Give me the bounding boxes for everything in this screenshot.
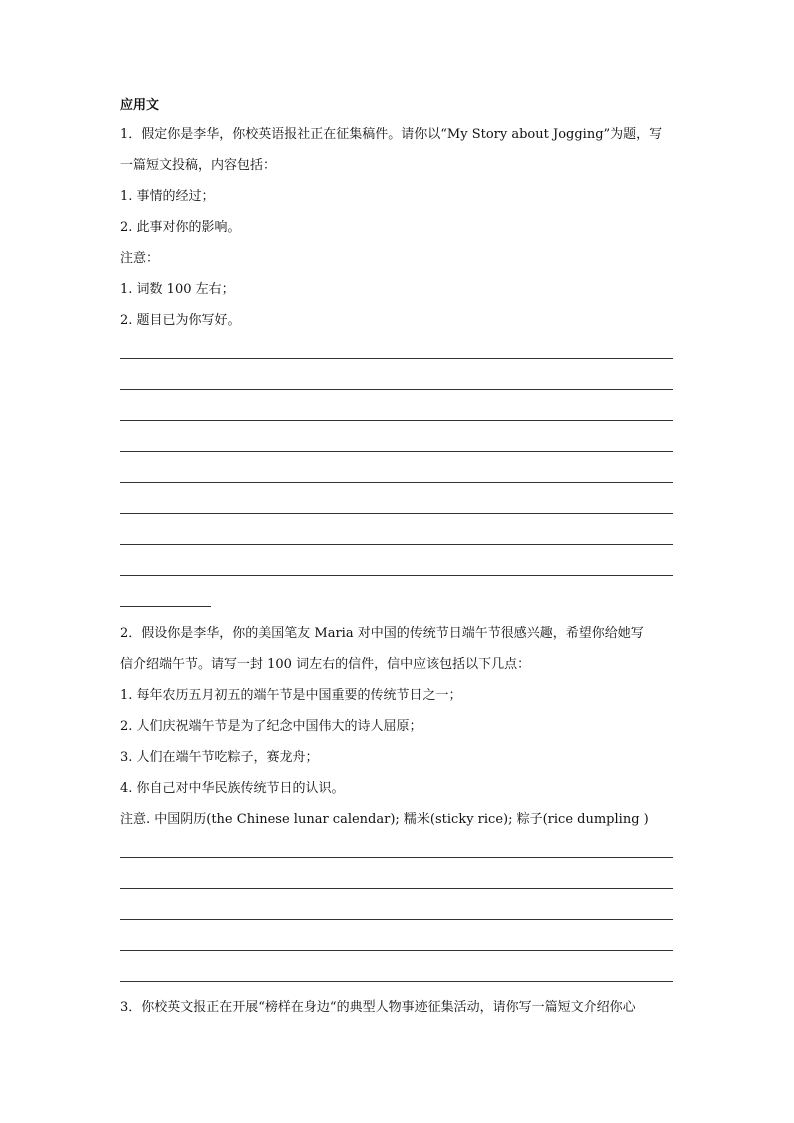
answer-line: [120, 513, 673, 514]
q1-note-1: 1. 词数 100 左右；: [120, 282, 235, 297]
answer-line: [120, 482, 673, 483]
q1-point-1: 1. 事情的经过；: [120, 189, 215, 204]
q2-prompt-line-1: 2．假设你是李华，你的美国笔友 Maria 对中国的传统节日端午节很感兴趣，希望你给她写: [120, 626, 644, 641]
answer-line: [120, 451, 673, 452]
q2-point-3: 3. 人们在端午节吃粽子，赛龙舟；: [120, 750, 319, 765]
answer-line: [120, 544, 673, 545]
answer-line: [120, 575, 673, 576]
answer-line: [120, 389, 673, 390]
separator-rule: [120, 606, 211, 607]
answer-line: [120, 919, 673, 920]
q1-note-2: 2. 题目已为你写好。: [120, 313, 241, 328]
answer-line: [120, 950, 673, 951]
q2-prompt-line-2: 信介绍端午节。请写一封 100 词左右的信件，信中应该包括以下几点：: [120, 657, 531, 672]
answer-line: [120, 981, 673, 982]
answer-line: [120, 358, 673, 359]
q2-point-4: 4. 你自己对中华民族传统节日的认识。: [120, 781, 345, 796]
q1-prompt-line-1: 1．假定你是李华，你校英语报社正在征集稿件。请你以“My Story about Jogging”为题，写: [120, 127, 663, 142]
q3-prompt-line-1: 3．你校英文报正在开展“榜样在身边“的典型人物事迹征集活动，请你写一篇短文介绍你心: [120, 1000, 636, 1015]
answer-line: [120, 420, 673, 421]
q1-prompt-line-2: 一篇短文投稿，内容包括：: [120, 158, 277, 173]
q1-note-label: 注意：: [120, 251, 160, 266]
section-title: 应用文: [120, 98, 160, 113]
q2-note: 注意. 中国阴历(the Chinese lunar calendar); 糯米(sticky rice); 粽子(rice dumpling ): [120, 812, 649, 827]
q1-point-2: 2. 此事对你的影响。: [120, 220, 241, 235]
answer-line: [120, 888, 673, 889]
q2-point-1: 1. 每年农历五月初五的端午节是中国重要的传统节日之一；: [120, 688, 462, 703]
q2-point-2: 2. 人们庆祝端午节是为了纪念中国伟大的诗人屈原；: [120, 719, 423, 734]
answer-line: [120, 857, 673, 858]
